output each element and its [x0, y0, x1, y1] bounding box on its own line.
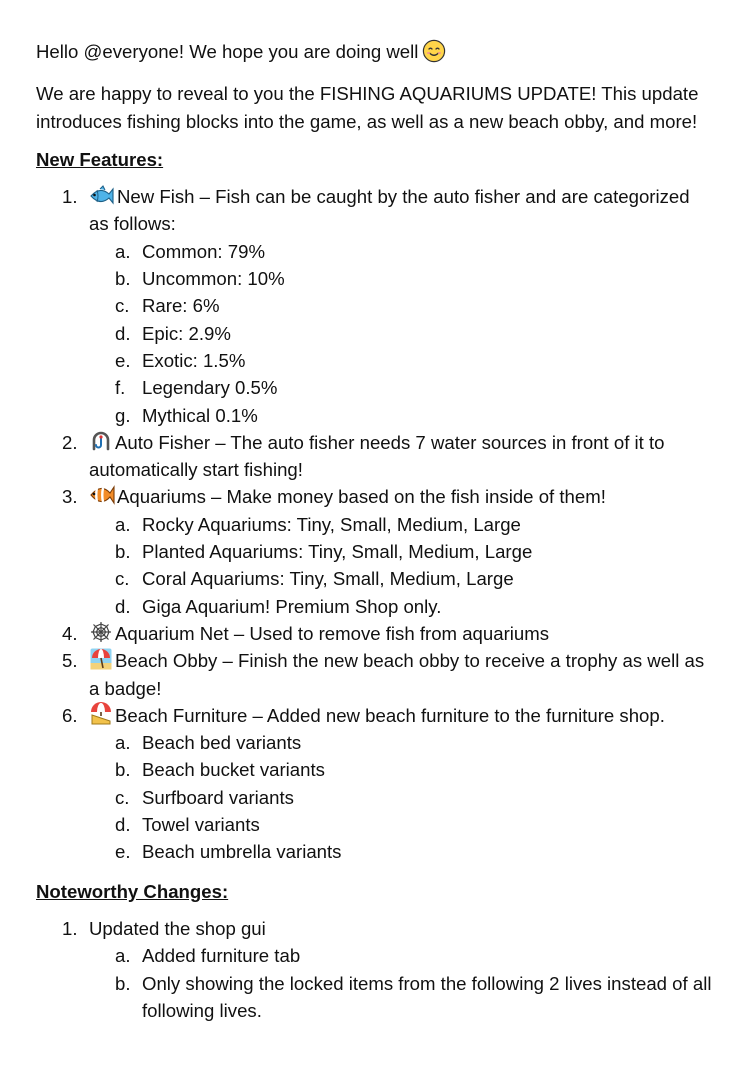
feature-item-new-fish: [36, 183, 713, 429]
list-item-text: Surfboard variants: [142, 786, 294, 808]
list-letter: d.: [115, 595, 131, 617]
list-item-text: Coral Aquariums: Tiny, Small, Medium, Large: [142, 568, 514, 590]
list-item-text: Beach bucket variants: [142, 759, 325, 781]
noteworthy-changes-list: [36, 915, 713, 1024]
list-item-text: Rocky Aquariums: Tiny, Small, Medium, Large: [142, 513, 521, 535]
greeting-text: Hello @everyone! We hope you are doing well: [36, 41, 419, 62]
list-item: [89, 942, 713, 969]
list-letter: e.: [115, 841, 131, 863]
spider-web-icon: [89, 620, 113, 644]
list-item: [89, 784, 713, 811]
list-item: [89, 511, 713, 538]
list-item-text: Exotic: 1.5%: [142, 349, 246, 371]
list-letter: c.: [115, 786, 130, 808]
list-item: [89, 238, 713, 265]
list-number: 5.: [62, 650, 78, 672]
list-letter: g.: [115, 404, 131, 426]
list-item: [89, 374, 713, 401]
list-letter: b.: [115, 759, 131, 781]
list-item-text: Rare: 6%: [142, 295, 220, 317]
fish-rarity-list: [89, 238, 713, 429]
feature-text: Aquarium Net – Used to remove fish from aquariums: [115, 622, 550, 644]
list-item: [89, 402, 713, 429]
feature-text: Aquariums – Make money based on the fish inside of them!: [117, 486, 606, 508]
change-text: Updated the shop gui: [89, 917, 266, 939]
feature-text: Beach Obby – Finish the new beach obby to receive a trophy as well as a badge!: [89, 650, 705, 699]
list-item: [89, 538, 713, 565]
greeting-line: [36, 38, 713, 70]
list-number: 4.: [62, 622, 78, 644]
list-item: [89, 729, 713, 756]
list-item-text: Beach bed variants: [142, 732, 302, 754]
noteworthy-changes-heading: Noteworthy Changes:: [36, 880, 229, 902]
list-item-text: Uncommon: 10%: [142, 268, 285, 290]
new-features-list: [36, 183, 713, 865]
list-number: 3.: [62, 486, 78, 508]
list-number: 1.: [62, 917, 78, 939]
list-item-text: Epic: 2.9%: [142, 322, 231, 344]
list-letter: a.: [115, 513, 131, 535]
list-item-text: Only showing the locked items from the following 2 lives instead of all following lives.: [142, 972, 712, 1021]
feature-item-beach-obby: [36, 647, 713, 702]
new-features-heading: New Features:: [36, 148, 164, 170]
list-item-text: Towel variants: [142, 814, 260, 836]
list-letter: a.: [115, 240, 131, 262]
shop-gui-changes-list: [89, 942, 713, 1024]
list-item-text: Beach umbrella variants: [142, 841, 342, 863]
list-letter: b.: [115, 541, 131, 563]
feature-item-beach-furniture: [36, 702, 713, 866]
list-item: [89, 970, 713, 1025]
beach-bucket-icon: [89, 702, 113, 726]
list-item: [89, 292, 713, 319]
change-item-shop-gui: [36, 915, 713, 1024]
intro-paragraph: We are happy to reveal to you the FISHING AQUARIUMS UPDATE! This update introduces fishing blocks into the game, as well as a new beach obby, and more!: [36, 83, 699, 132]
aquarium-types-list: [89, 511, 713, 620]
list-number: 6.: [62, 704, 78, 726]
feature-text: New Fish – Fish can be caught by the auto fisher and are categorized as follows:: [89, 186, 690, 235]
list-letter: c.: [115, 295, 130, 317]
list-item: [89, 320, 713, 347]
feature-item-aquariums: [36, 483, 713, 619]
list-item: [89, 756, 713, 783]
list-item-text: Added furniture tab: [142, 945, 301, 967]
list-letter: e.: [115, 349, 131, 371]
list-letter: c.: [115, 568, 130, 590]
feature-text: Auto Fisher – The auto fisher needs 7 water sources in front of it to automatically start fishing!: [89, 431, 665, 481]
list-letter: a.: [115, 732, 131, 754]
list-item: [89, 265, 713, 292]
list-number: 1.: [62, 186, 78, 208]
list-item-text: Legendary 0.5%: [142, 377, 278, 399]
list-item: [89, 347, 713, 374]
tropical-fish-icon: [89, 483, 115, 507]
list-letter: d.: [115, 814, 131, 836]
smiling-face-icon: [422, 39, 446, 70]
list-item-text: Giga Aquarium! Premium Shop only.: [142, 595, 442, 617]
list-letter: b.: [115, 972, 131, 994]
beach-furniture-list: [89, 729, 713, 865]
list-item-text: Mythical 0.1%: [142, 404, 258, 426]
list-item-text: Planted Aquariums: Tiny, Small, Medium, Large: [142, 541, 533, 563]
list-letter: f.: [115, 377, 126, 399]
list-number: 2.: [62, 431, 78, 453]
fish-icon: [89, 185, 115, 207]
list-item: [89, 593, 713, 620]
list-letter: d.: [115, 322, 131, 344]
list-item: [89, 565, 713, 592]
feature-text: Beach Furniture – Added new beach furniture to the furniture shop.: [115, 704, 665, 726]
feature-item-auto-fisher: [36, 429, 713, 484]
beach-umbrella-icon: [89, 647, 113, 671]
list-item-text: Common: 79%: [142, 240, 265, 262]
fishing-hook-icon: [89, 429, 113, 453]
list-item: [89, 838, 713, 865]
list-letter: b.: [115, 268, 131, 290]
feature-item-aquarium-net: [36, 620, 713, 647]
list-item: [89, 811, 713, 838]
list-letter: a.: [115, 945, 131, 967]
